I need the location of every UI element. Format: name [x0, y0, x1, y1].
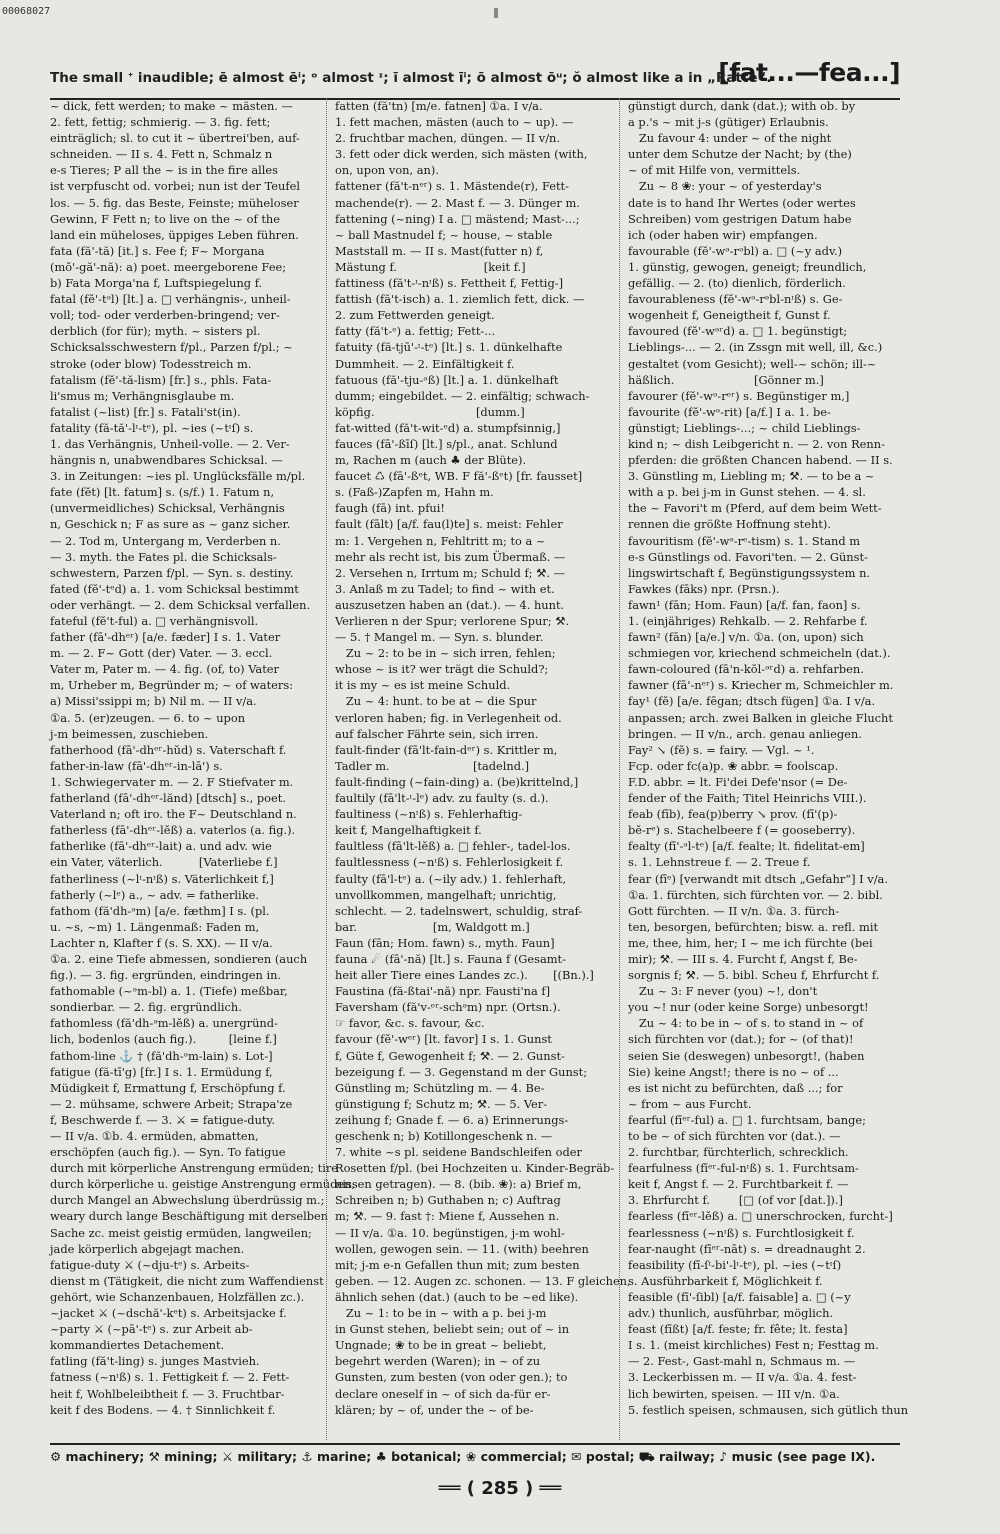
- entry-line: Rosetten f/pl. (bei Hochzeiten u. Kinder-Begräb-: [335, 1161, 615, 1176]
- entry-line: geben. — 12. Augen zc. schonen. — 13. F gleichen,: [335, 1273, 631, 1288]
- entry-line: 2. fruchtbar machen, düngen. — II v/n.: [335, 131, 560, 146]
- entry-line: in Gunst stehen, beliebt sein; out of ~ in: [335, 1322, 570, 1337]
- entry-line: 2. fett, fettig; schmierig. — 3. fig. fett;: [50, 115, 271, 130]
- entry-line: rennen die größte Hoffnung steht).: [628, 517, 831, 532]
- entry-line: wogenheit f, Geneigtheit f, Gunst f.: [628, 308, 831, 323]
- entry-line: li'smus m; Verhängnisglaube m.: [50, 388, 235, 403]
- entry-line: fata (fă'-tă) [it.] s. Fee f; F~ Morgana: [50, 243, 265, 258]
- entry-line: fattener (fă't-nᵉʳ) s. 1. Mästende(r), Fett-: [335, 179, 569, 194]
- entry-line: favourable (fĕ'-wᵊ-rᵊbl) a. □ (~y adv.): [628, 243, 843, 258]
- entry-line: klären; by ~ of, under the ~ of be-: [335, 1402, 534, 1417]
- entry-line: günstigt; Lieblings-...; ~ child Lieblings-: [628, 420, 861, 435]
- entry-line: fear (fīᵉ) [verwandt mit dtsch „Gefahr“] I v/a.: [628, 871, 888, 886]
- entry-line: auszusetzen haben an (dat.). — 4. hunt.: [335, 597, 565, 612]
- entry-line: ~ from ~ aus Furcht.: [628, 1096, 752, 1111]
- entry-line: Faversham (fă'v-ᵉʳ-schᵊm) npr. (Ortsn.).: [335, 1000, 561, 1015]
- entry-line: kind n; ~ dish Leibgericht n. — 2. von Renn-: [628, 436, 885, 451]
- entry-line: faultily (fā'lt-ᶦ-lᵉ) adv. zu faulty (s. d.).: [335, 791, 549, 806]
- entry-line: favoured (fĕ'-wᵊʳd) a. □ 1. begünstigt;: [628, 324, 848, 339]
- entry-line: F.D. abbr. = lt. Fi'dei Defe'nsor (= De-: [628, 774, 848, 789]
- entry-line: Faun (fān; Hom. fawn) s., myth. Faun]: [335, 935, 555, 950]
- entry-line: 3. Ehrfurcht f. [□ (of vor [dat.]).]: [628, 1193, 843, 1208]
- entry-line: feast (fīßt) [a/f. feste; fr. fête; lt. festa]: [628, 1322, 848, 1337]
- entry-line: fearlessness (~nᶦß) s. Furchtlosigkeit f.: [628, 1225, 855, 1240]
- entry-line: heit aller Tiere eines Landes zc.). [(Bn.).]: [335, 968, 594, 983]
- entry-line: ist verpfuscht od. vorbei; nun ist der Teufel: [50, 179, 300, 194]
- entry-line: declare oneself in ~ of sich da-für er-: [335, 1386, 551, 1401]
- entry-line: fathom-line ⚓ † (fă'dh-ᵊm-lain) s. Lot-]: [50, 1048, 273, 1063]
- entry-line: f, Beschwerde f. — 3. ⚔ = fatigue-duty.: [50, 1112, 276, 1127]
- entry-line: father (fā'-dhᵉʳ) [a/e. fæder] I s. 1. Vater: [50, 630, 281, 645]
- entry-line: ①a. 1. fürchten, sich fürchten vor. — 2. bibl.: [628, 887, 883, 902]
- entry-line: köpfig. [dumm.]: [335, 404, 525, 419]
- entry-line: fay¹ (fĕ) [a/e. fēgan; dtsch fügen] ①a. I v/a.: [628, 694, 876, 709]
- entry-line: Zu ~ 1: to be in ~ with a p. bei j-m: [335, 1306, 547, 1321]
- entry-line: fatalist (~list) [fr.] s. Fatali'st(in).: [50, 404, 241, 419]
- entry-line: gestaltet (vom Gesicht); well-~ schön; ill-~: [628, 356, 877, 371]
- entry-line: fawn² (fān) [a/e.] v/n. ①a. (on, upon) sich: [628, 630, 864, 645]
- entry-line: — 3. myth. the Fates pl. die Schicksals-: [50, 549, 277, 564]
- entry-line: m. — 2. F~ Gott (der) Vater. — 3. eccl.: [50, 646, 273, 661]
- entry-line: fattiness (fă't-ᶦ-nᶦß) s. Fettheit f, Fettig-]: [335, 276, 564, 291]
- entry-line: Gott fürchten. — II v/n. ①a. 3. fürch-: [628, 903, 840, 918]
- entry-line: fauna ☄ (fā'-nă) [lt.] s. Fauna f (Gesamt-: [335, 951, 566, 966]
- entry-line: f, Güte f, Gewogenheit f; ⚒. — 2. Gunst-: [335, 1048, 565, 1063]
- entry-line: mir); ⚒. — III s. 4. Furcht f, Angst f, Be-: [628, 951, 858, 966]
- entry-line: fatherhood (fā'-dhᵉʳ-hŭd) s. Vaterschaft f.: [50, 742, 287, 757]
- entry-line: heit f, Wohlbeleibtheit f. — 3. Fruchtbar-: [50, 1386, 285, 1401]
- entry-line: me, thee, him, her; I ~ me ich fürchte (bei: [628, 935, 873, 950]
- entry-line: — II v/a. ①a. 10. begünstigen, j-m wohl-: [335, 1225, 565, 1240]
- entry-line: Zu favour 4: under ~ of the night: [628, 131, 832, 146]
- entry-line: Verlieren n der Spur; verlorene Spur; ⚒.: [335, 614, 570, 628]
- entry-line: ~ dick, fett werden; to make ~ mästen. —: [50, 99, 293, 113]
- entry-line: favourer (fĕ'-wᵊ-rᵉʳ) s. Begünstiger m,]: [628, 388, 850, 403]
- entry-line: b) Fata Morga'na f, Luftspiegelung f.: [50, 276, 263, 291]
- entry-line: fat-witted (fă't-wit-ᵉd) a. stumpfsinnig,]: [335, 420, 561, 435]
- entry-line: fatherland (fā'-dhᵉʳ-lănd) [dtsch] s., poet.: [50, 791, 286, 806]
- entry-line: fattish (fă't-isch) a. 1. ziemlich fett, dick. —: [335, 292, 585, 307]
- entry-line: fatherly (~lᵉ) a., ~ adv. = fatherlike.: [50, 887, 259, 902]
- entry-line: m, Urheber m, Begründer m; ~ of waters:: [50, 678, 294, 693]
- column-3: [628, 98, 909, 1440]
- entry-line: on, upon von, an).: [335, 163, 439, 178]
- entry-line: m: 1. Vergehen n, Fehltritt m; to a ~: [335, 533, 546, 548]
- entry-line: pferden: die größten Chancen habend. — II s.: [628, 453, 893, 468]
- entry-line: Faustina (fă-ßtai'-nă) npr. Fausti'na f]: [335, 984, 551, 999]
- entry-line: fatigue (fă-tī'g) [fr.] I s. 1. Ermüdung f,: [50, 1064, 273, 1079]
- entry-line: oder verhängt. — 2. dem Schicksal verfallen.: [50, 597, 311, 612]
- entry-line: bar. [m, Waldgott m.]: [335, 919, 530, 934]
- column-2: [335, 98, 631, 1440]
- entry-line: Tadler m. [tadelnd.]: [335, 758, 530, 773]
- entry-line: I s. 1. (meist kirchliches) Fest n; Festtag m.: [628, 1338, 879, 1353]
- entry-line: Fay² ↘ (fĕ) s. = fairy. — Vgl. ~ ¹.: [628, 742, 815, 757]
- entry-line: favour (fĕ'-wᵉʳ) [lt. favor] I s. 1. Gunst: [335, 1032, 552, 1047]
- entry-line: unvollkommen, mangelhaft; unrichtig,: [335, 887, 557, 902]
- entry-line: fatuity (fă-tjū'-ᶦ-tᵉ) [lt.] s. 1. dünkelhafte: [335, 340, 563, 355]
- entry-line: m; ⚒. — 9. fast †: Miene f, Aussehen n.: [335, 1209, 560, 1224]
- entry-line: Vaterland n; oft iro. the F~ Deutschland n.: [50, 807, 297, 822]
- entry-line: gehört, wie Schanzenbauen, Holzfällen zc.).: [50, 1289, 305, 1304]
- entry-line: nissen getragen). — 8. (bib. ❀): a) Brief m,: [335, 1177, 582, 1192]
- entry-line: Dummheit. — 2. Einfältigkeit f.: [335, 356, 515, 371]
- entry-line: ich (oder haben wir) empfangen.: [628, 227, 818, 242]
- entry-line: faultless (fā'lt-lĕß) a. □ fehler-, tadel-los.: [335, 839, 571, 854]
- entry-line: fatty (fă't-ᵉ) a. fettig; Fett-...: [335, 324, 496, 339]
- entry-line: fathom (fă'dh-ᵊm) [a/e. fæthm] I s. (pl.: [50, 903, 270, 918]
- entry-line: (mŏ'-gă'-nă): a) poet. meergeborene Fee;: [50, 259, 287, 274]
- entry-line: ①a. 2. eine Tiefe abmessen, sondieren (auch: [50, 951, 308, 966]
- entry-line: fathomable (~ᵊm-bl) a. 1. (Tiefe) meßbar,: [50, 984, 288, 999]
- guide-words: [fat...—fea...]: [718, 58, 900, 87]
- entry-line: 1. günstig, gewogen, geneigt; freundlich,: [628, 259, 867, 274]
- entry-line: — 2. Fest-, Gast-mahl n, Schmaus m. —: [628, 1354, 856, 1369]
- entry-line: schlecht. — 2. tadelnswert, schuldig, straf-: [335, 903, 583, 918]
- entry-line: 1. fett machen, mästen (auch to ~ up). —: [335, 115, 574, 130]
- entry-line: unter dem Schutze der Nacht; by (the): [628, 147, 852, 162]
- entry-line: fear-naught (fīᵉʳ-nāt) s. = dreadnaught 2.: [628, 1241, 866, 1256]
- entry-line: fig.). — 3. fig. ergründen, eindringen in.: [50, 968, 282, 983]
- page-number: ══ ( 285 ) ══: [438, 1478, 562, 1499]
- entry-line: Ungnade; ❀ to be in great ~ beliebt,: [335, 1338, 547, 1353]
- entry-line: — 2. Tod m, Untergang m, Verderben n.: [50, 533, 281, 548]
- entry-line: 2. furchtbar, fürchterlich, schrecklich.: [628, 1145, 849, 1160]
- entry-line: fateful (fĕ't-ful) a. □ verhängnisvoll.: [50, 614, 259, 628]
- entry-line: a) Missi'ssippi m; b) Nil m. — II v/a.: [50, 694, 257, 709]
- entry-line: 5. festlich speisen, schmausen, sich gütlich thun: [628, 1402, 909, 1417]
- entry-line: Fcp. oder fc(a)p. ❀ abbr. = foolscap.: [628, 758, 839, 773]
- entry-line: fauces (fā'-ßīſ) [lt.] s/pl., anat. Schlund: [335, 436, 558, 451]
- entry-line: feasibility (fī-ſᶦ-bi'-lᶦ-tᵉ), pl. ~ies (~tᶦſ): [628, 1257, 842, 1272]
- entry-line: ~party ⚔ (~pā'-tᵉ) s. zur Arbeit ab-: [50, 1322, 253, 1337]
- entry-line: favouritism (fĕ'-wᵊ-rᵉ-tism) s. 1. Stand m: [628, 533, 861, 548]
- entry-line: bezeigung f. — 3. Gegenstand m der Gunst;: [335, 1064, 588, 1079]
- entry-line: Mästung f. [keit f.]: [335, 259, 526, 274]
- entry-line: fearful (fīᵉʳ-ful) a. □ 1. furchtsam, bange;: [628, 1112, 866, 1127]
- entry-line: 3. Anlaß m zu Tadel; to find ~ with et.: [335, 581, 555, 596]
- entry-line: Zu ~ 2: to be in ~ sich irren, fehlen;: [335, 646, 556, 661]
- entry-line: fearfulness (fīᵉʳ-ful-nᶦß) s. 1. Furchtsam-: [628, 1161, 859, 1176]
- entry-line: 2. Versehen n, Irrtum m; Schuld f; ⚒. —: [335, 565, 565, 580]
- entry-line: father-in-law (fā'-dhᵉʳ-in-lā') s.: [50, 758, 223, 773]
- entry-line: fearless (fīᵉʳ-lĕß) a. □ unerschrocken, furcht-]: [628, 1209, 893, 1224]
- entry-line: — II v/a. ①b. 4. ermüden, abmatten,: [50, 1129, 259, 1143]
- entry-line: verloren haben; fig. in Verlegenheit od.: [335, 710, 562, 725]
- entry-line: los. — 5. fig. das Beste, Feinste; müheloser: [50, 195, 299, 210]
- entry-line: you ~! nur (oder keine Sorge) unbesorgt!: [628, 1000, 869, 1015]
- entry-line: fated (fĕ'-tᵉd) a. 1. vom Schicksal bestimmt: [50, 581, 299, 596]
- entry-line: schneiden. — II s. 4. Fett n, Schmalz n: [50, 147, 273, 162]
- entry-line: seien Sie (deswegen) unbesorgt!, (haben: [628, 1048, 865, 1063]
- entry-line: land ein müheloses, üppiges Leben führen.: [50, 227, 299, 242]
- entry-line: Günstling m; Schützling m. — 4. Be-: [335, 1080, 545, 1095]
- entry-line: fattening (~ning) I a. □ mästend; Mast-...;: [335, 211, 580, 226]
- entry-line: lingswirtschaft f, Begünstigungssystem n.: [628, 565, 871, 580]
- entry-line: mit; j-m e-n Gefallen thun mit; zum besten: [335, 1257, 580, 1272]
- entry-line: — 5. † Mangel m. — Syn. s. blunder.: [335, 630, 544, 645]
- entry-line: fault-finder (fā'lt-fain-dᵉʳ) s. Krittler m,: [335, 742, 558, 757]
- entry-line: 3. Leckerbissen m. — II v/a. ①a. 4. fest-: [628, 1370, 857, 1385]
- entry-line: Lieblings-... — 2. (in Zssgn mit well, ill, &c.): [628, 340, 883, 355]
- entry-line: faucet ♺ (fā'-ßᵉt, WB. F fă'-ßᵉt) [fr. fausset]: [335, 469, 583, 484]
- entry-line: (unvermeidliches) Schicksal, Verhängnis: [50, 501, 285, 516]
- entry-line: u. ~s, ~m) 1. Längenmaß: Faden m,: [50, 919, 260, 934]
- entry-line: sich fürchten vor (dat.); for ~ (of that)!: [628, 1032, 854, 1047]
- symbol-legend: ⚙ machinery; ⚒ mining; ⚔ military; ⚓ marine; ♣ botanical; ❀ commercial; ✉ postal; ⛟ railway; ♪ music (see page IX).: [50, 1443, 900, 1466]
- entry-line: the ~ Favori't m (Pferd, auf dem beim Wett-: [628, 501, 882, 516]
- pronunciation-key: The small ᐩ inaudible; ē almost ēⁱ; ᵒ almost ᶦ; ī almost īⁱ; ō almost ōᵘ; ŏ almost like a in „Ratte“.: [50, 70, 772, 86]
- entry-line: fatality (fă-tă'-lᶦ-tᵉ), pl. ~ies (~tᶦſ) s.: [50, 420, 254, 435]
- entry-line: 3. in Zeitungen: ~ies pl. Unglücksfälle m/pl.: [50, 469, 306, 484]
- archive-id: 00068027: [2, 6, 51, 17]
- entry-line: ~ ball Mastnudel f; ~ house, ~ stable: [335, 227, 553, 242]
- column-divider: [619, 98, 620, 1440]
- entry-line: ①a. 5. (er)zeugen. — 6. to ~ upon: [50, 710, 246, 725]
- entry-line: Gunsten, zum besten (von oder gen.); to: [335, 1370, 568, 1385]
- entry-line: sorgnis f; ⚒. — 5. bibl. Scheu f, Ehrfurcht f.: [628, 968, 880, 983]
- entry-line: Müdigkeit f, Ermattung f, Erschöpfung f.: [50, 1080, 286, 1095]
- entry-line: weary durch lange Beschäftigung mit derselben: [50, 1209, 329, 1224]
- entry-line: mehr als recht ist, bis zum Übermaß. —: [335, 549, 566, 564]
- entry-line: fawn-coloured (fā'n-kŏl-ᵊʳd) a. rehfarben.: [628, 662, 864, 677]
- entry-line: to be ~ of sich fürchten vor (dat.). —: [628, 1129, 841, 1143]
- entry-line: n, Geschick n; F as sure as ~ ganz sicher.: [50, 517, 291, 532]
- entry-line: fatherlike (fā'-dhᵉʳ-lait) a. und adv. wie: [50, 839, 272, 854]
- entry-line: kommandiertes Detachement.: [50, 1338, 225, 1353]
- entry-line: sondierbar. — 2. fig. ergründlich.: [50, 1000, 242, 1015]
- entry-line: hängnis n, unabwendbares Schicksal. —: [50, 453, 283, 468]
- entry-line: dienst m (Tätigkeit, die nicht zum Waffendienst: [50, 1273, 324, 1288]
- entry-line: s. (Faß-)Zapfen m, Hahn m.: [335, 485, 494, 500]
- entry-line: bĕ-rᵉ) s. Stachelbeere f (= gooseberry).: [628, 823, 856, 838]
- entry-line: schwestern, Parzen f/pl. — Syn. s. destiny.: [50, 565, 294, 580]
- entry-line: whose ~ is it? wer trägt die Schuld?;: [335, 662, 549, 677]
- entry-line: fatness (~nᶦß) s. 1. Fettigkeit f. — 2. Fett-: [50, 1370, 290, 1385]
- entry-line: schmiegen vor, kriechend schmeicheln (dat.).: [628, 646, 891, 661]
- entry-line: fatigue-duty ⚔ (~dju-tᵉ) s. Arbeits-: [50, 1257, 250, 1272]
- entry-line: fawn¹ (fān; Hom. Faun) [a/f. fan, faon] s.: [628, 597, 861, 612]
- entry-line: 7. white ~s pl. seidene Bandschleifen oder: [335, 1145, 582, 1160]
- entry-line: ten, besorgen, befürchten; bisw. a. refl. mit: [628, 919, 879, 934]
- entry-line: Gewinn, F Fett n; to live on the ~ of the: [50, 211, 281, 226]
- entry-line: häßlich. [Gönner m.]: [628, 372, 824, 387]
- entry-line: stroke (oder blow) Todesstreich m.: [50, 356, 252, 371]
- entry-line: favourableness (fĕ'-wᵊ-rᵊbl-nᶦß) s. Ge-: [628, 292, 843, 307]
- entry-line: ☞ favor, &c. s. favour, &c.: [335, 1016, 485, 1031]
- entry-line: geschenk n; b) Kotillongeschenk n. —: [335, 1129, 553, 1143]
- entry-line: a p.'s ~ mit j-s (gütiger) Erlaubnis.: [628, 115, 829, 130]
- entry-line: 3. fett oder dick werden, sich mästen (with,: [335, 147, 588, 162]
- entry-line: lich, bodenlos (auch fig.). [leine f.]: [50, 1032, 277, 1047]
- entry-line: j-m beimessen, zuschieben.: [50, 726, 209, 741]
- entry-line: fault (fālt) [a/f. fau(l)te] s. meist: Fehler: [335, 517, 563, 532]
- entry-line: feasible (fī'-ſibl) [a/f. faisable] a. □ (~y: [628, 1289, 851, 1304]
- dictionary-body: [50, 98, 909, 1440]
- page-header: [50, 58, 900, 100]
- entry-line: ~jacket ⚔ (~dschă'-kᵉt) s. Arbeitsjacke f.: [50, 1306, 287, 1321]
- entry-line: with a p. bei j-m in Gunst stehen. — 4. sl.: [628, 485, 866, 500]
- column-1: [50, 98, 356, 1440]
- entry-line: bringen. — II v/n., arch. genau anliegen.: [628, 726, 862, 741]
- entry-line: Zu ~ 3: F never (you) ~!, don't: [628, 984, 818, 999]
- entry-line: anpassen; arch. zwei Balken in gleiche Flucht: [628, 710, 893, 725]
- entry-line: voll; tod- oder verderben-bringend; ver-: [50, 308, 280, 323]
- entry-line: e-s Günstlings od. Favori'ten. — 2. Günst-: [628, 549, 868, 564]
- entry-line: dumm; eingebildet. — 2. einfältig; schwach-: [335, 388, 590, 403]
- entry-line: fatten (fă'tn) [m/e. fatnen] ①a. I v/a.: [335, 99, 543, 113]
- entry-line: Fawkes (fāks) npr. (Prsn.).: [628, 581, 780, 596]
- entry-line: fatuous (fă'-tju-ᵊß) [lt.] a. 1. dünkelhaft: [335, 372, 559, 387]
- entry-line: favourite (fĕ'-wᵊ-rit) [a/f.] I a. 1. be-: [628, 404, 831, 419]
- entry-line: durch Mangel an Abwechslung überdrüssig m.;: [50, 1193, 325, 1208]
- entry-line: fathomless (fă'dh-ᵊm-lĕß) a. unergründ-: [50, 1016, 278, 1031]
- entry-line: 2. zum Fettwerden geneigt.: [335, 308, 495, 323]
- entry-line: gefällig. — 2. (to) dienlich, förderlich.: [628, 276, 846, 291]
- entry-line: wollen, gewogen sein. — 11. (with) beehren: [335, 1241, 589, 1256]
- entry-line: s. Ausführbarkeit f, Möglichkeit f.: [628, 1273, 823, 1288]
- entry-line: ~ of mit Hilfe von, vermittels.: [628, 163, 801, 178]
- entry-line: fawner (fā'-nᵉʳ) s. Kriecher m, Schmeichler m.: [628, 678, 894, 693]
- entry-line: Sache zc. meist geistig ermüden, langweilen;: [50, 1225, 312, 1240]
- entry-line: faultlessness (~nᶦß) s. Fehlerlosigkeit f.: [335, 855, 564, 870]
- entry-line: feab (fīb), fea(p)berry ↘ prov. (fī'(p)-: [628, 807, 838, 822]
- entry-line: durch mit körperliche Anstrengung ermüden; tire: [50, 1161, 339, 1176]
- entry-line: machende(r). — 2. Mast f. — 3. Dünger m.: [335, 195, 580, 210]
- entry-line: keit f, Angst f. — 2. Furchtbarkeit f. —: [628, 1177, 849, 1192]
- entry-line: einträglich; sl. to cut it ~ übertrei'ben, auf-: [50, 131, 300, 146]
- entry-line: fealty (fī'-ᵊl-tᵉ) [a/f. fealte; lt. fidelitat-em]: [628, 839, 865, 854]
- entry-line: Schreiben n; b) Guthaben n; c) Auftrag: [335, 1193, 561, 1208]
- entry-line: Lachter n, Klafter f (s. S. XX). — II v/a.: [50, 935, 273, 950]
- entry-line: Schicksalsschwestern f/pl., Parzen f/pl.; ~: [50, 340, 293, 355]
- entry-line: m, Rachen m (auch ♣ der Blüte).: [335, 453, 527, 468]
- entry-line: it is my ~ es ist meine Schuld.: [335, 678, 511, 693]
- entry-line: — 2. mühsame, schwere Arbeit; Strapa'ze: [50, 1096, 293, 1111]
- entry-line: derblich (for für); myth. ~ sisters pl.: [50, 324, 261, 339]
- entry-line: fate (fĕt) [lt. fatum] s. (s/f.) 1. Fatum n,: [50, 485, 275, 500]
- entry-line: faultiness (~nᶦß) s. Fehlerhaftig-: [335, 807, 523, 822]
- entry-line: durch körperliche u. geistige Anstrengung ermüden,: [50, 1177, 356, 1192]
- entry-line: fatherliness (~lᶦ-nᶦß) s. Väterlichkeit f,]: [50, 871, 274, 886]
- entry-line: Schreiben) vom gestrigen Datum habe: [628, 211, 852, 226]
- entry-line: jade körperlich abgejagt machen.: [50, 1241, 245, 1256]
- entry-line: begehrt werden (Waren); in ~ of zu: [335, 1354, 541, 1369]
- entry-line: Vater m, Pater m. — 4. fig. (of, to) Vater: [50, 662, 279, 677]
- entry-line: günstigung f; Schutz m; ⚒. — 5. Ver-: [335, 1096, 548, 1111]
- column-divider: [326, 98, 327, 1440]
- entry-line: s. 1. Lehnstreue f. — 2. Treue f.: [628, 855, 811, 870]
- entry-line: fatalism (fĕ'-tă-lism) [fr.] s., phls. Fata-: [50, 372, 272, 387]
- entry-line: Zu ~ 4: to be in ~ of s. to stand in ~ of: [628, 1016, 864, 1031]
- entry-line: Sie) keine Angst!; there is no ~ of ...: [628, 1064, 839, 1079]
- entry-line: ähnlich sehen (dat.) (auch to be ~ed like).: [335, 1289, 579, 1304]
- entry-line: günstigt durch, dank (dat.); with ob. by: [628, 99, 856, 113]
- entry-line: 1. (einjähriges) Rehkalb. — 2. Rehfarbe f.: [628, 614, 868, 628]
- entry-line: es ist nicht zu befürchten, daß ...; for: [628, 1080, 843, 1095]
- entry-line: fatherless (fā'-dhᵉʳ-lĕß) a. vaterlos (a. fig.).: [50, 823, 296, 838]
- entry-line: 1. das Verhängnis, Unheil-volle. — 2. Ver-: [50, 436, 290, 451]
- entry-line: zeihung f; Gnade f. — 6. a) Erinnerungs-: [335, 1112, 569, 1127]
- entry-line: fatling (fă't-ling) s. junges Mastvieh.: [50, 1354, 260, 1369]
- entry-line: 3. Günstling m, Liebling m; ⚒. — to be a ~: [628, 469, 875, 484]
- entry-line: date is to hand Ihr Wertes (oder wertes: [628, 195, 856, 210]
- entry-line: faugh (fā) int. pfui!: [335, 501, 445, 516]
- entry-line: ein Vater, väterlich. [Vaterliebe f.]: [50, 855, 278, 870]
- page-mark: [494, 8, 498, 18]
- entry-line: e-s Tieres; P all the ~ is in the fire alles: [50, 163, 279, 178]
- entry-line: erschöpfen (auch fig.). — Syn. To fatigue: [50, 1145, 286, 1160]
- entry-line: keit f, Mangelhaftigkeit f.: [335, 823, 482, 838]
- entry-line: Zu ~ 4: hunt. to be at ~ die Spur: [335, 694, 537, 709]
- entry-line: fault-finding (~fain-ding) a. (be)krittelnd,]: [335, 774, 579, 789]
- entry-line: faulty (fā'l-tᵉ) a. (~ily adv.) 1. fehlerhaft,: [335, 871, 567, 886]
- entry-line: Maststall m. — II s. Mast(futter n) f,: [335, 243, 544, 258]
- entry-line: Zu ~ 8 ❀: your ~ of yesterday's: [628, 179, 822, 194]
- entry-line: keit f des Bodens. — 4. † Sinnlichkeit f.: [50, 1402, 276, 1417]
- entry-line: fender of the Faith; Titel Heinrichs VIII.).: [628, 791, 867, 806]
- entry-line: lich bewirten, speisen. — III v/n. ①a.: [628, 1386, 840, 1401]
- entry-line: 1. Schwiegervater m. — 2. F Stiefvater m.: [50, 774, 294, 789]
- entry-line: fatal (fĕ'-tᵊl) [lt.] a. □ verhängnis-, unheil-: [50, 292, 291, 307]
- entry-line: adv.) thunlich, ausführbar, möglich.: [628, 1306, 834, 1321]
- entry-line: auf falscher Fährte sein, sich irren.: [335, 726, 539, 741]
